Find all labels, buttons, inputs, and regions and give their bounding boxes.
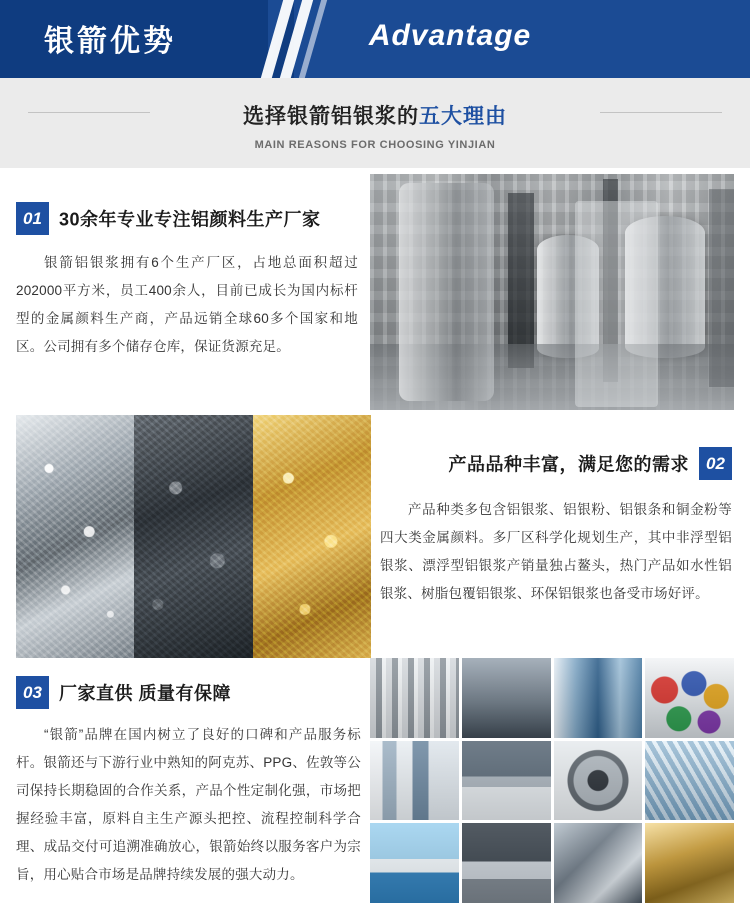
subtitle-cn [0, 78, 750, 130]
subtitle-rule-right [600, 112, 722, 113]
banner-title-cn: 银箭优势 [44, 25, 176, 58]
tank-shape-1 [537, 235, 599, 358]
section-1-body: 银箭铝银浆拥有6个生产厂区，占地总面积超过202000平方米，员工400余人，目前已成长为国内标杆型的金属颜料生产商，产品远销全球60多个国家和地区。公司拥有多个储存仓库，保证货源充足。 [16, 255, 358, 354]
section-2-title: 产品品种丰富，满足您的需求 [448, 454, 689, 475]
applications-collage-photo [370, 658, 734, 903]
section-2-body: 产品种类多包含铝银浆、铝银粉、铝银条和铜金粉等四大类金属颜料。多厂区科学化规划生产，其中非浮型铝银浆、漂浮型铝银浆产销量独占鳌头，热门产品如水性铝银浆、树脂包覆铝银浆、环保铝银浆也备受市场好评。 [380, 502, 732, 601]
collage-cell-car [462, 823, 551, 903]
section-2-number-badge: 02 [699, 447, 732, 480]
floor-shape [370, 344, 734, 410]
silver-powder-panel [16, 415, 134, 658]
advantage-banner [0, 0, 750, 78]
collage-cell-cans [370, 741, 459, 821]
banner-title-en: Advantage [368, 19, 532, 52]
gold-powder-panel [253, 415, 371, 658]
section-3-number-badge: 03 [16, 676, 49, 709]
factory-production-line-photo [370, 174, 734, 410]
column-shape-1 [508, 193, 533, 368]
collage-cell-gold-coating [645, 823, 734, 903]
section-1-number-badge: 01 [16, 202, 49, 235]
section-1-title: 30余年专业专注铝颜料生产厂家 [59, 209, 321, 230]
tank-shape-2 [625, 216, 705, 358]
section-2-heading [380, 447, 732, 480]
section-3-body: “银箭”品牌在国内树立了良好的口碑和产品服务标杆。银箭还与下游行业中熟知的阿克苏、PPG、佐敦等公司保持长期稳固的合作关系，产品个性定制化强，市场把握经验丰富，原料自主生产源头把控、流程控制科学合理、成品交付可追溯准确放心，银箭始终以服务客户为宗旨，用心贴合市场是品牌持续发展的强大动力。 [16, 727, 361, 882]
collage-cell-laptop [462, 741, 551, 821]
subtitle-cn-highlight: 五大理由 [419, 105, 507, 128]
advantage-section-1 [0, 168, 750, 415]
collage-cell-wheel [554, 741, 643, 821]
section-3-heading [16, 676, 361, 709]
section-3-text-column [16, 676, 361, 889]
advantage-section-3 [0, 658, 750, 903]
section-3-title: 厂家直供 质量有保障 [59, 683, 232, 704]
section-2-text-column [380, 447, 732, 608]
collage-cell-colored-balls [645, 658, 734, 738]
subtitle-rule-left [28, 112, 150, 113]
collage-cell-machinery [554, 823, 643, 903]
subtitle-cn-prefix: 选择银箭铝银浆的 [243, 105, 419, 128]
subtitle-en: MAIN REASONS FOR CHOOSING YINJIAN [254, 139, 496, 151]
advantage-section-2 [0, 415, 750, 658]
subtitle-bar [0, 78, 750, 168]
section-1-text-column [16, 202, 358, 361]
collage-cell-pipes [370, 658, 459, 738]
dark-powder-panel [134, 415, 252, 658]
collage-cell-glass-structure [645, 741, 734, 821]
collage-cell-industry [462, 658, 551, 738]
metallic-powder-samples-photo [16, 415, 371, 658]
collage-cell-yacht [370, 823, 459, 903]
section-1-heading [16, 202, 358, 235]
advantage-sections [0, 168, 750, 903]
collage-cell-cylinder [554, 658, 643, 738]
